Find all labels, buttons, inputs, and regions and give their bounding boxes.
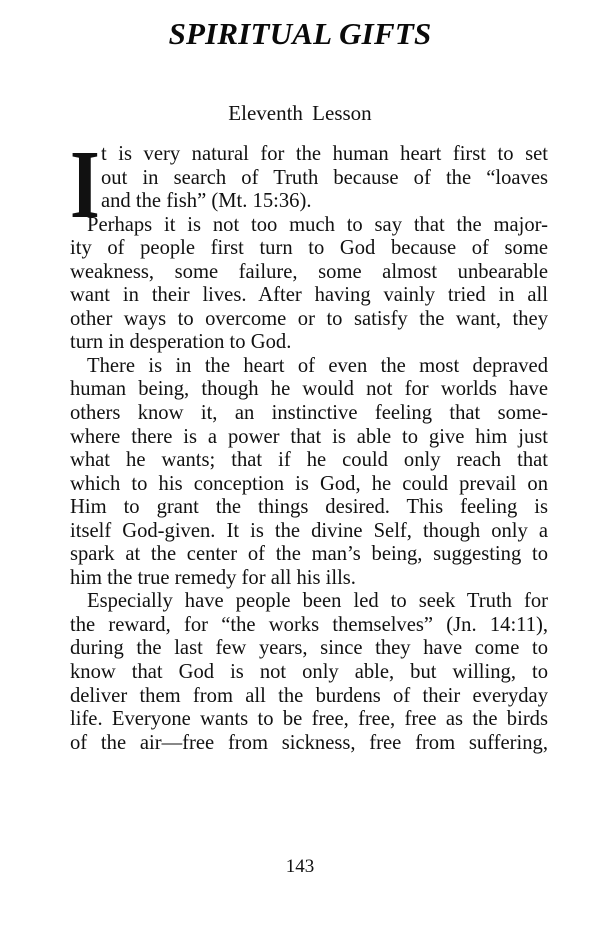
text-line: the reward, for “the works themselves” (Jn. 14:11), xyxy=(70,613,548,636)
text-line: human being, though he would not for worlds have xyxy=(70,378,548,401)
text-line: other ways to overcome or to satisfy the want, they xyxy=(70,307,548,330)
chapter-title: SPIRITUAL GIFTS xyxy=(168,16,432,51)
text-line: of the air—free from sickness, free from suffering, xyxy=(70,731,548,754)
text-line: know that God is not only able, but willing, to xyxy=(70,661,548,684)
text-line: weakness, some failure, some almost unbearable xyxy=(70,260,548,283)
text-line: where there is a power that is able to give him just xyxy=(70,425,548,448)
body-text xyxy=(70,131,548,755)
drop-cap: I xyxy=(70,131,100,239)
text-line: ity of people first turn to God because of some xyxy=(70,237,548,260)
text-line: what he wants; that if he could only reach that xyxy=(70,449,548,472)
text-line: life. Everyone wants to be free, free, free as the birds xyxy=(70,708,548,731)
text-line: turn in desperation to God. xyxy=(70,331,292,354)
text-line: and the fish” (Mt. 15:36). xyxy=(101,190,312,213)
text-line: during the last few years, since they have come to xyxy=(70,637,548,660)
text-line: Perhaps it is not too much to say that the major- xyxy=(87,213,548,236)
text-line: others know it, an instinctive feeling that some- xyxy=(70,402,548,425)
text-line: There is in the heart of even the most depraved xyxy=(87,354,548,377)
text-line: Him to grant the things desired. This feeling is xyxy=(70,496,548,519)
page-number: 143 xyxy=(285,856,315,877)
text-line: itself God-given. It is the divine Self, though only a xyxy=(70,519,548,542)
text-line: out in search of Truth because of the “loaves xyxy=(101,166,548,189)
text-line: deliver them from all the burdens of their everyday xyxy=(70,684,548,707)
text-line: want in their lives. After having vainly tried in all xyxy=(70,284,548,307)
text-line: him the true remedy for all his ills. xyxy=(70,566,356,589)
text-line: which to his conception is God, he could prevail on xyxy=(70,472,548,495)
text-line: t is very natural for the human heart first to set xyxy=(101,143,548,165)
lesson-subtitle: Eleventh Lesson xyxy=(228,101,372,125)
text-line: spark at the center of the man’s being, suggesting to xyxy=(70,543,548,566)
text-line: Especially have people been led to seek Truth for xyxy=(87,590,548,613)
